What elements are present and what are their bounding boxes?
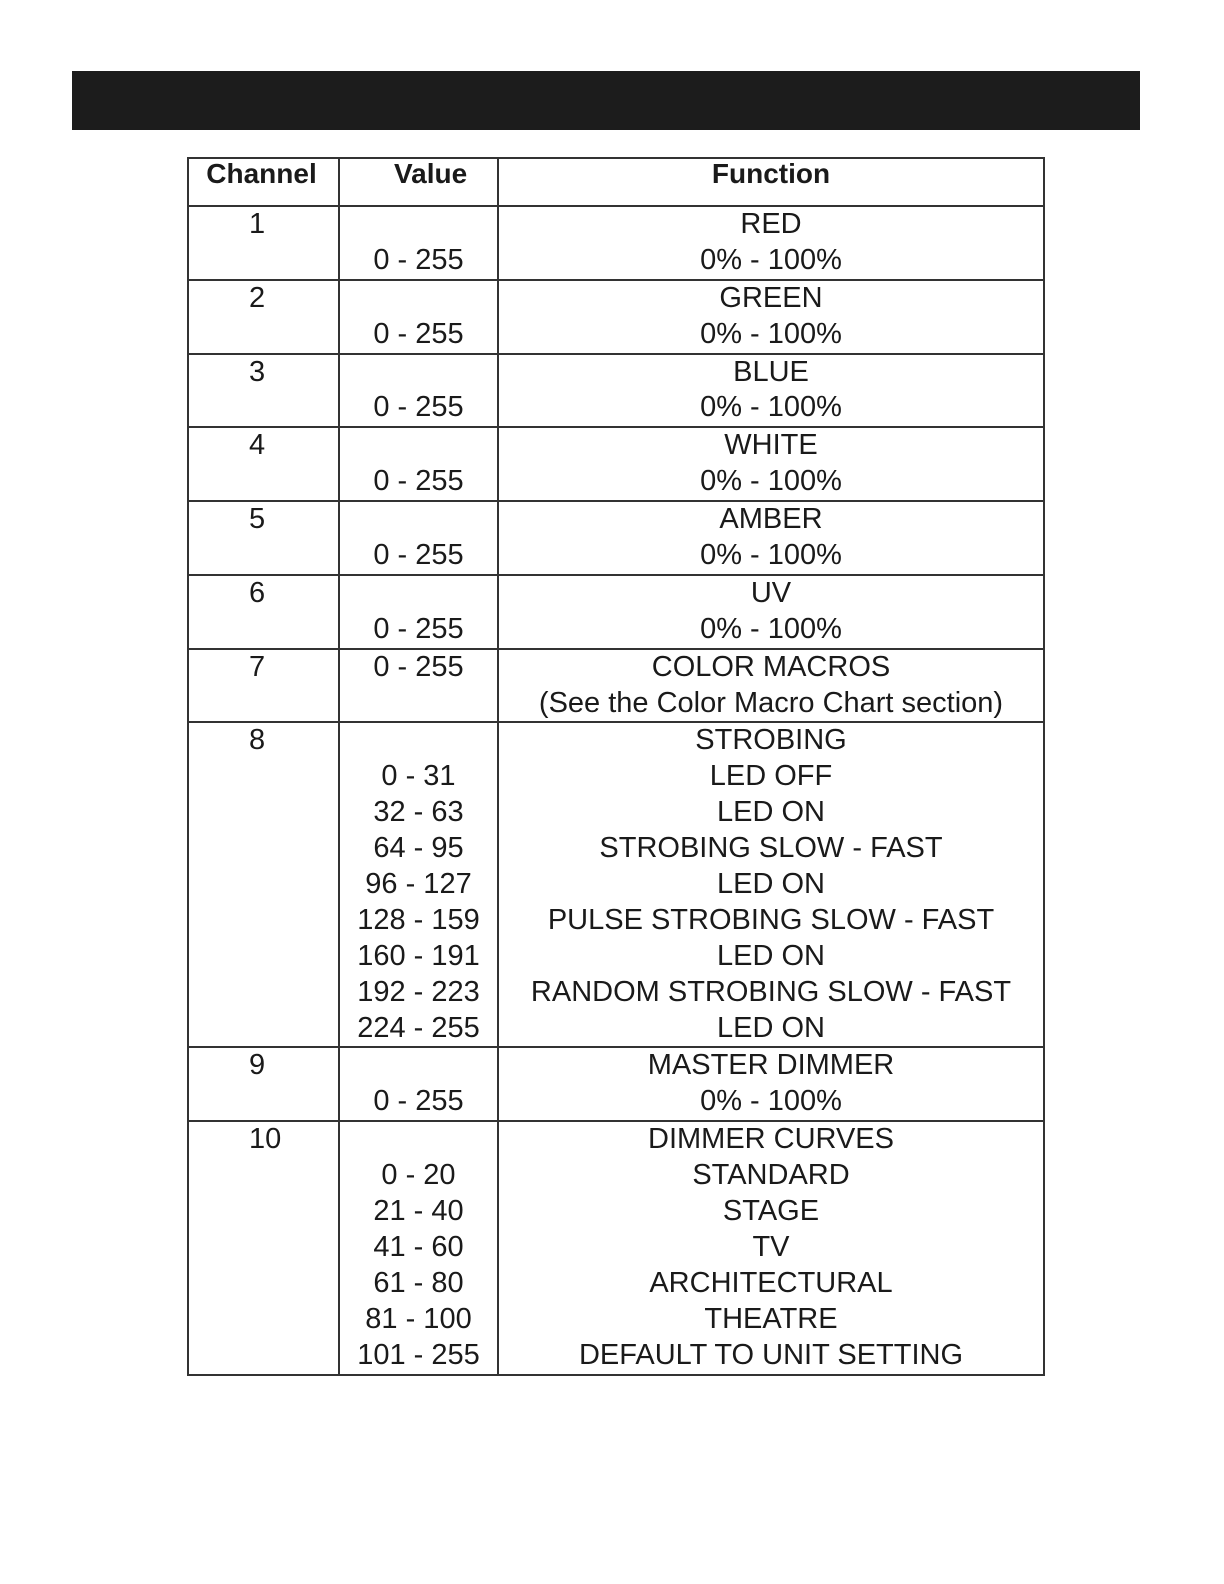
table-body — [188, 206, 1044, 1375]
function-label: UV — [750, 576, 792, 609]
value-range — [340, 686, 497, 722]
function-label: 0% - 100% — [700, 612, 842, 645]
header-bar — [72, 71, 1140, 130]
value-range: 41 - 60 — [373, 1230, 464, 1263]
function-cell — [498, 427, 1044, 501]
function-label: RANDOM STROBING SLOW - FAST — [530, 975, 1012, 1008]
value-cell — [339, 575, 498, 649]
function-label: ARCHITECTURAL — [649, 1266, 893, 1299]
channel-number: 10 — [249, 1123, 282, 1156]
value-range: 0 - 255 — [373, 243, 464, 276]
function-label: LED ON — [717, 868, 825, 901]
channel-cell — [188, 280, 339, 354]
column-header-function: Function — [498, 158, 1044, 206]
value-range: 101 - 255 — [357, 1338, 480, 1371]
value-cell — [339, 501, 498, 575]
function-label: LED OFF — [709, 760, 833, 793]
value-range: 0 - 20 — [381, 1159, 456, 1192]
function-label: STROBING — [695, 724, 847, 757]
function-label: TV — [752, 1230, 790, 1263]
channel-cell — [188, 575, 339, 649]
dmx-channel-table — [187, 157, 1045, 1376]
table-row — [188, 722, 1044, 1047]
function-label: AMBER — [719, 503, 823, 536]
value-range — [340, 723, 497, 759]
channel-number: 5 — [249, 503, 266, 536]
value-range: 0 - 255 — [373, 650, 464, 683]
value-range — [340, 576, 497, 612]
function-label: STANDARD — [692, 1159, 850, 1192]
function-label: RED — [740, 208, 802, 240]
function-label: GREEN — [719, 281, 823, 314]
value-range: 0 - 31 — [381, 760, 456, 793]
function-cell — [498, 280, 1044, 354]
function-label: 0% - 100% — [700, 539, 842, 572]
channel-cell — [188, 649, 339, 723]
value-cell — [339, 1121, 498, 1374]
channel-cell — [188, 722, 339, 1047]
channel-cell — [188, 354, 339, 428]
value-range: 32 - 63 — [373, 796, 464, 829]
table-row — [188, 1121, 1044, 1374]
function-label: DIMMER CURVES — [648, 1123, 894, 1156]
function-label: (See the Color Macro Chart section) — [538, 686, 1004, 719]
value-cell — [339, 280, 498, 354]
function-label: LED ON — [717, 1011, 825, 1044]
value-range: 61 - 80 — [373, 1266, 464, 1299]
value-cell — [339, 427, 498, 501]
table-row — [188, 1047, 1044, 1121]
table-row — [188, 649, 1044, 723]
table-row — [188, 501, 1044, 575]
function-label: PULSE STROBING SLOW - FAST — [547, 903, 995, 936]
value-range: 0 - 255 — [373, 539, 464, 572]
function-cell — [498, 575, 1044, 649]
function-cell — [498, 1121, 1044, 1374]
value-cell — [339, 1047, 498, 1121]
column-header-value: Value — [339, 158, 498, 206]
value-range: 0 - 255 — [373, 391, 464, 424]
value-range: 160 - 191 — [357, 939, 480, 972]
channel-number: 4 — [249, 429, 266, 462]
table-row — [188, 427, 1044, 501]
function-label: LED ON — [717, 796, 825, 829]
function-cell — [498, 354, 1044, 428]
channel-number: 2 — [249, 281, 266, 314]
value-range: 96 - 127 — [365, 868, 472, 901]
value-range — [340, 502, 497, 538]
channel-cell — [188, 1121, 339, 1374]
value-range: 128 - 159 — [357, 903, 480, 936]
channel-cell — [188, 206, 339, 280]
channel-number: 1 — [249, 208, 266, 240]
function-cell — [498, 206, 1044, 280]
function-label: 0% - 100% — [700, 1085, 842, 1118]
function-label: 0% - 100% — [700, 391, 842, 424]
value-range — [340, 428, 497, 464]
table-header — [188, 158, 1044, 206]
value-range: 21 - 40 — [373, 1195, 464, 1228]
column-header-channel: Channel — [188, 158, 339, 206]
value-range — [340, 1122, 497, 1158]
value-cell — [339, 649, 498, 723]
channel-number: 8 — [249, 724, 266, 757]
channel-number: 9 — [249, 1049, 266, 1082]
function-cell — [498, 501, 1044, 575]
table-row — [188, 280, 1044, 354]
value-range: 64 - 95 — [373, 832, 464, 865]
channel-number: 6 — [249, 576, 266, 609]
channel-cell — [188, 427, 339, 501]
channel-cell — [188, 501, 339, 575]
value-range — [340, 281, 497, 317]
function-label: DEFAULT TO UNIT SETTING — [578, 1338, 964, 1371]
function-cell — [498, 649, 1044, 723]
channel-cell — [188, 1047, 339, 1121]
function-label: WHITE — [724, 429, 818, 462]
function-label: 0% - 100% — [700, 317, 842, 350]
function-label: LED ON — [717, 939, 825, 972]
function-label: STROBING SLOW - FAST — [599, 832, 943, 865]
function-cell — [498, 1047, 1044, 1121]
table-row — [188, 206, 1044, 280]
value-range: 0 - 255 — [373, 465, 464, 498]
function-label: MASTER DIMMER — [647, 1049, 895, 1082]
value-range — [340, 1048, 497, 1084]
value-range: 0 - 255 — [373, 612, 464, 645]
table-row — [188, 575, 1044, 649]
value-range: 192 - 223 — [357, 975, 480, 1008]
table-row — [188, 354, 1044, 428]
function-label: BLUE — [733, 355, 809, 388]
channel-number: 7 — [249, 650, 266, 683]
value-cell — [339, 722, 498, 1047]
value-range: 224 - 255 — [357, 1011, 480, 1044]
value-range: 81 - 100 — [365, 1302, 472, 1335]
value-cell — [339, 354, 498, 428]
value-range: 0 - 255 — [373, 317, 464, 350]
function-label: 0% - 100% — [700, 465, 842, 498]
function-label: THEATRE — [704, 1302, 838, 1335]
function-label: 0% - 100% — [700, 243, 842, 276]
value-range — [340, 355, 497, 391]
function-cell — [498, 722, 1044, 1047]
channel-number: 3 — [249, 355, 266, 388]
function-label: STAGE — [722, 1195, 820, 1228]
value-cell — [339, 206, 498, 280]
value-range: 0 - 255 — [373, 1085, 464, 1118]
value-range — [340, 207, 497, 243]
function-label: COLOR MACROS — [651, 650, 891, 683]
